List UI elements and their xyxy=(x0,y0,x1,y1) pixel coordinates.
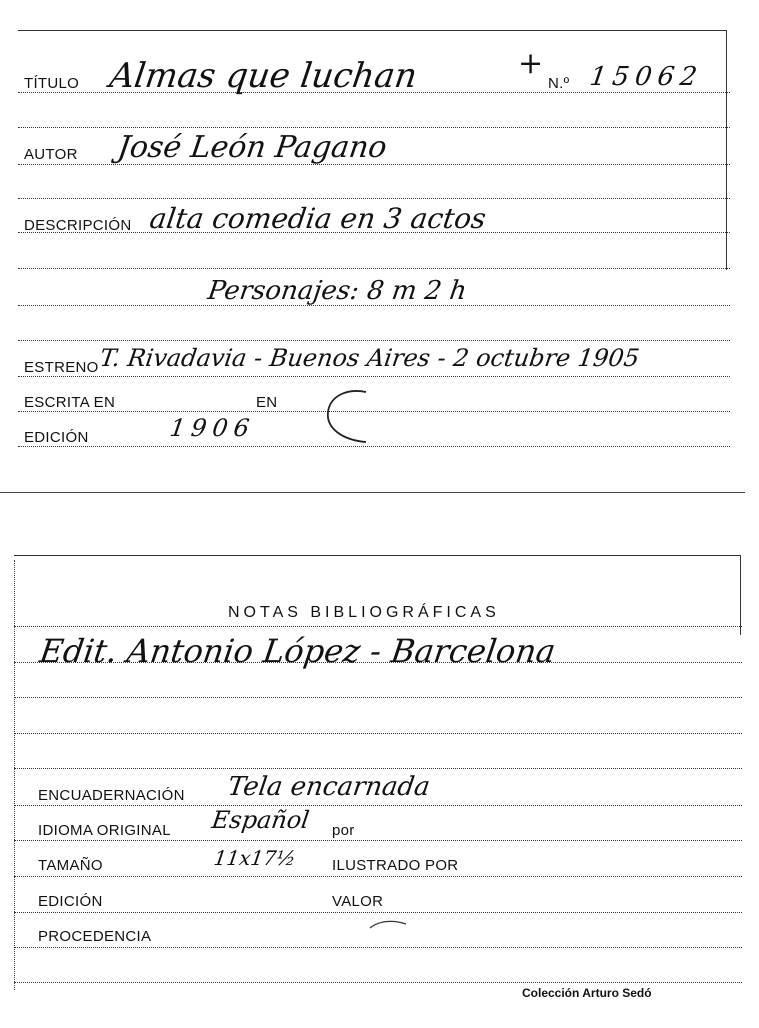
bottom-card-right-border xyxy=(740,555,741,635)
cross-mark: + xyxy=(518,46,544,81)
en-label: EN xyxy=(256,394,278,411)
procedencia-label: PROCEDENCIA xyxy=(38,928,152,945)
autor-label: AUTOR xyxy=(24,146,78,163)
top-card-line xyxy=(18,127,730,128)
titulo-label: TÍTULO xyxy=(24,75,80,92)
descripcion-value: alta comedia en 3 actos xyxy=(147,202,489,235)
estreno-value: T. Rivadavia - Buenos Aires - 2 octubre 1905 xyxy=(98,344,642,372)
punch-hole-mark xyxy=(322,386,372,446)
ilustrado-label: ILUSTRADO POR xyxy=(332,857,459,874)
bottom-card-line xyxy=(14,626,742,627)
edicion-label: EDICIÓN xyxy=(24,429,89,446)
valor-label: VALOR xyxy=(332,893,384,910)
collection-credit: Colección Arturo Sedó xyxy=(522,986,652,1000)
notas-heading: NOTAS BIBLIOGRÁFICAS xyxy=(228,604,500,621)
top-card-top-border xyxy=(18,30,726,31)
bottom-card-top-border xyxy=(14,555,740,556)
notas-value: Edit. Antonio López - Barcelona xyxy=(37,632,558,670)
edicion-value: 1906 xyxy=(168,414,258,442)
bottom-card-line xyxy=(14,840,742,841)
top-card-line xyxy=(18,198,730,199)
idioma-label: IDIOMA ORIGINAL xyxy=(38,822,171,839)
card-separator xyxy=(0,492,745,493)
top-card-line xyxy=(18,268,730,269)
tamano-label: TAMAÑO xyxy=(38,857,103,874)
top-card-line xyxy=(18,340,730,341)
bottom-card-line xyxy=(14,768,742,769)
bottom-card-line xyxy=(14,947,742,948)
bottom-card-left-border xyxy=(14,560,15,990)
bottom-edicion-label: EDICIÓN xyxy=(38,893,103,910)
pencil-mark xyxy=(368,918,408,932)
bottom-card-line xyxy=(14,876,742,877)
bottom-card-line xyxy=(14,982,742,983)
numero-value: 15062 xyxy=(587,62,705,92)
por-label: por xyxy=(332,822,355,839)
escrita-en-label: ESCRITA EN xyxy=(24,394,116,411)
personajes-value: Personajes: 8 m 2 h xyxy=(205,276,469,306)
encuadernacion-value: Tela encarnada xyxy=(225,772,432,802)
descripcion-label: DESCRIPCIÓN xyxy=(24,217,132,234)
bottom-card-line xyxy=(14,912,742,913)
encuadernacion-label: ENCUADERNACIÓN xyxy=(38,787,185,804)
idioma-value: Español xyxy=(210,806,312,834)
autor-value: José León Pagano xyxy=(115,130,390,165)
tamano-value: 11x17½ xyxy=(212,846,298,870)
top-card-right-border xyxy=(726,30,727,270)
titulo-value: Almas que luchan xyxy=(107,56,420,96)
bottom-card-line xyxy=(14,697,742,698)
top-card-line xyxy=(18,446,730,447)
top-card-line xyxy=(18,376,730,377)
bottom-card-line xyxy=(14,805,742,806)
numero-label: N.º xyxy=(548,75,570,92)
estreno-label: ESTRENO xyxy=(24,359,99,376)
top-card-line xyxy=(18,411,730,412)
bottom-card-line xyxy=(14,733,742,734)
